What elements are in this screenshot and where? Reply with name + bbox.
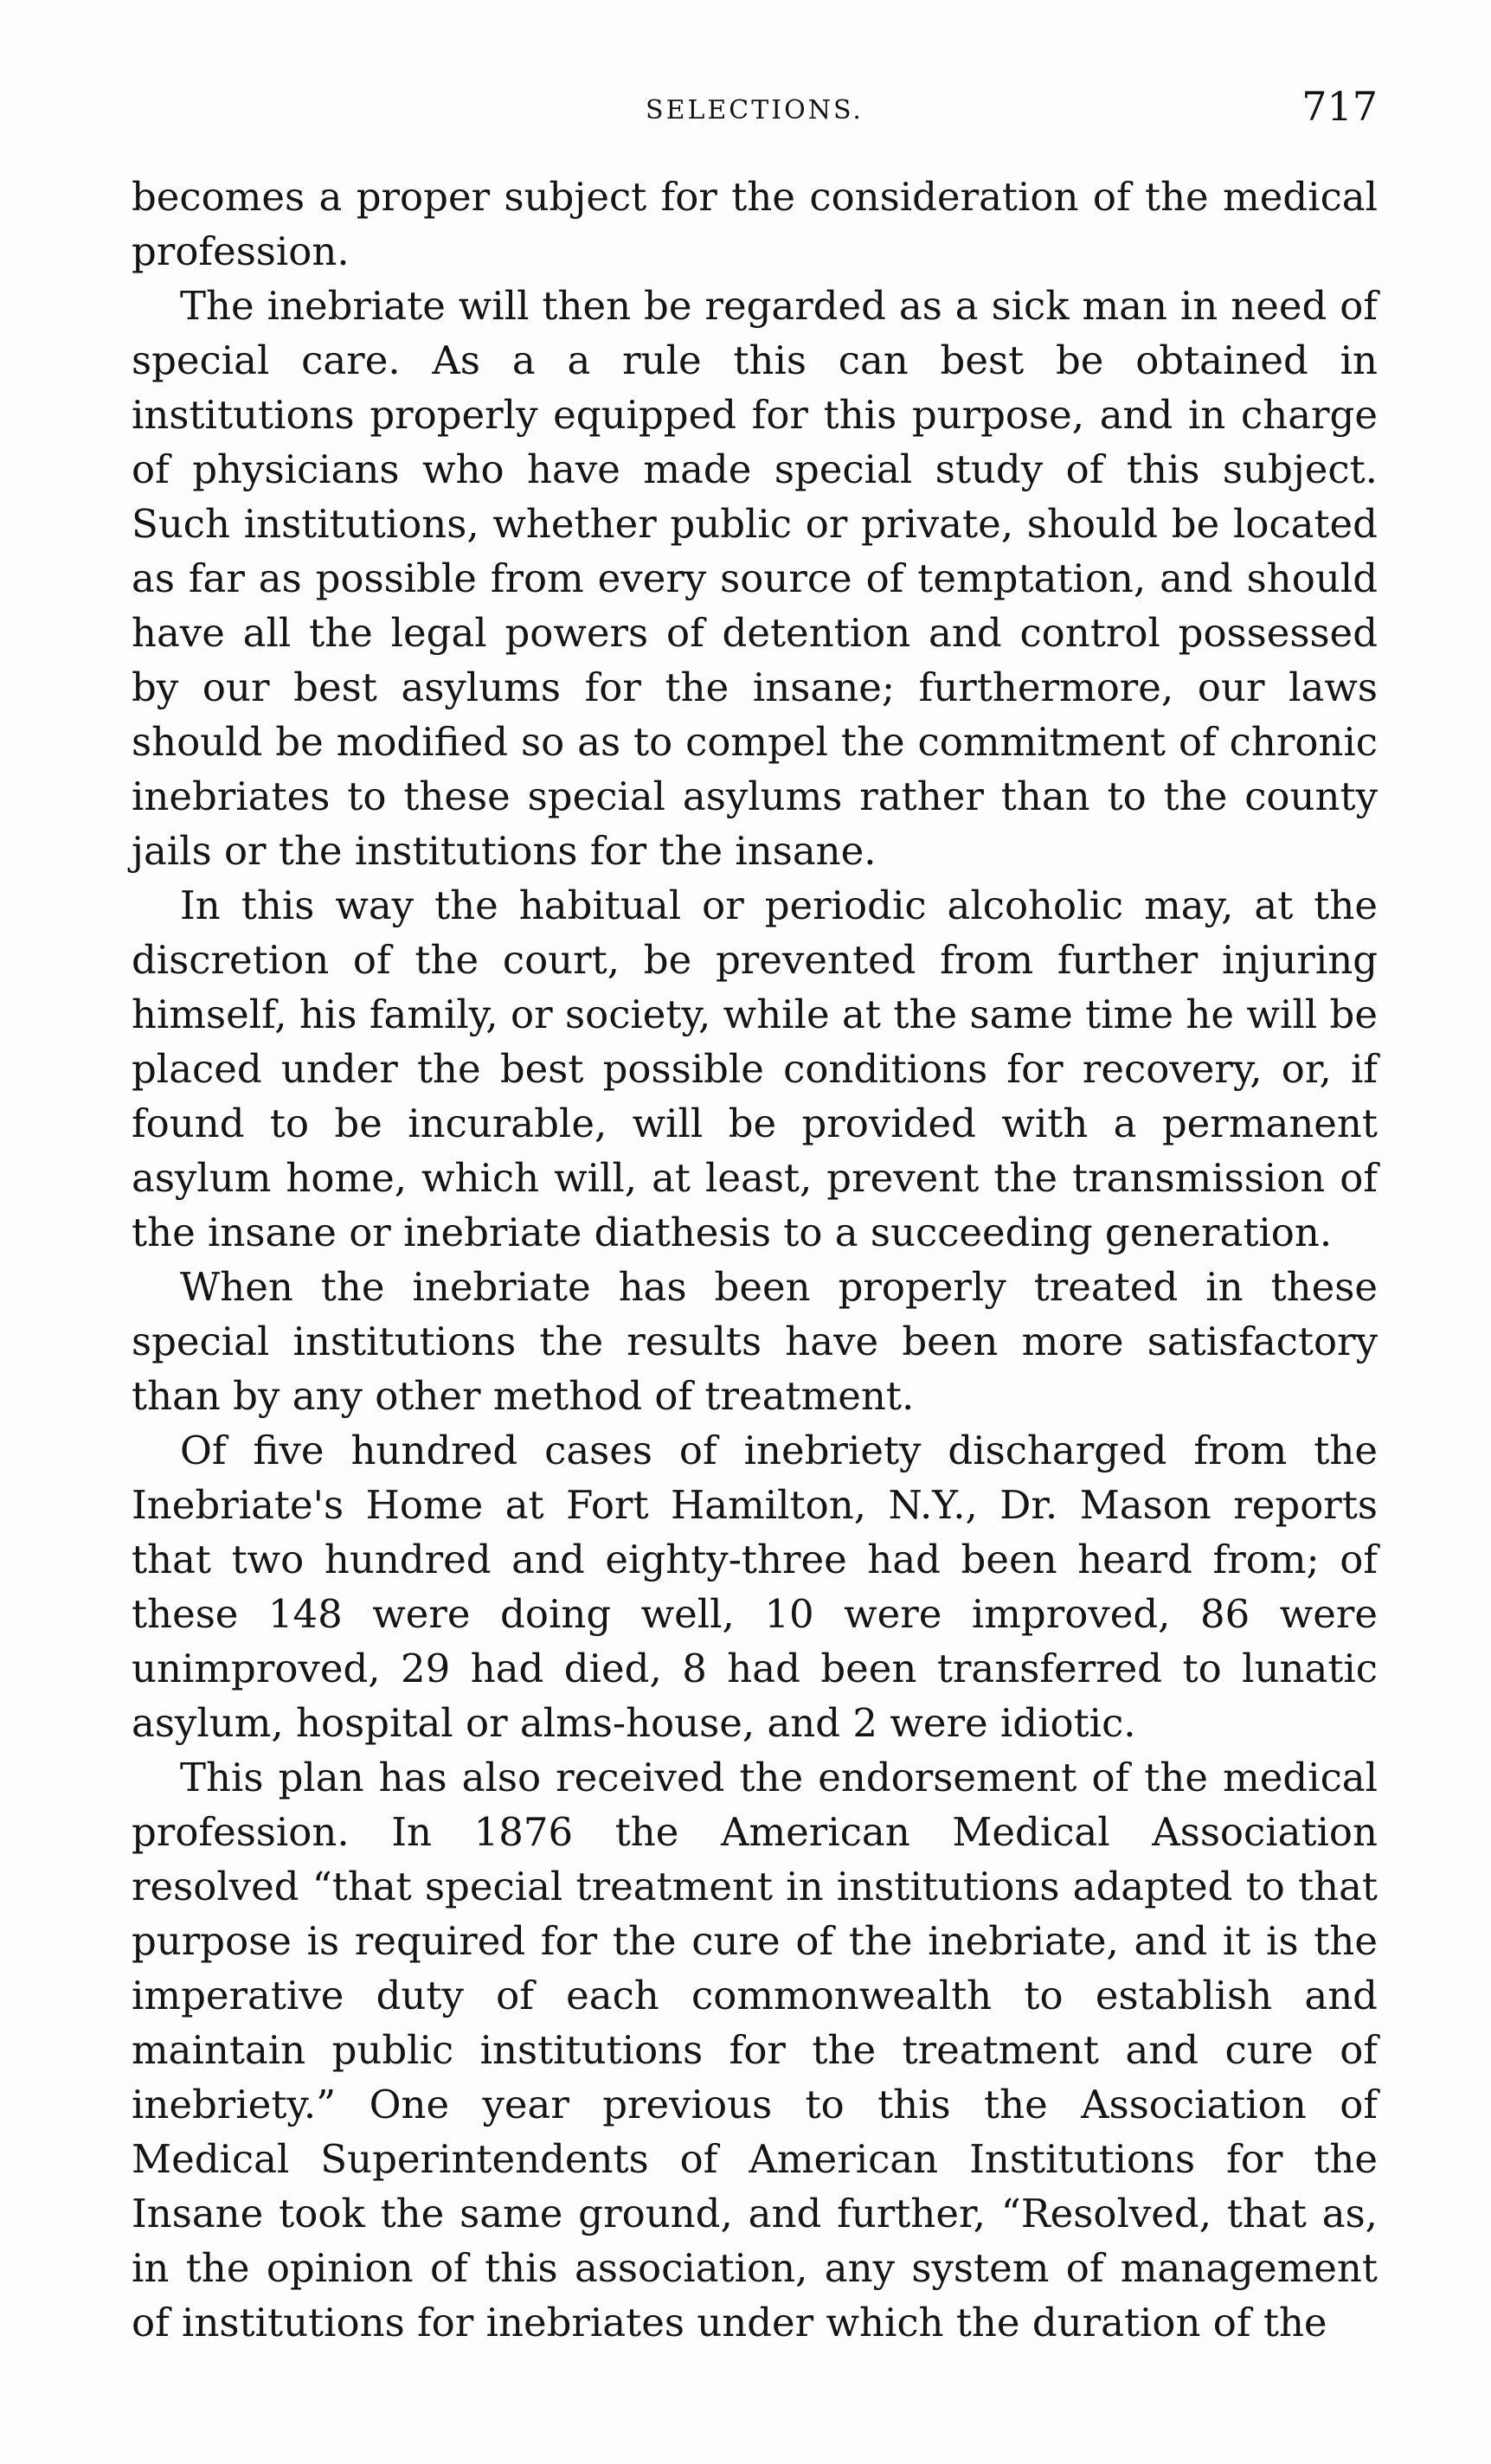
page-number: 717 — [1301, 83, 1378, 130]
running-title: SELECTIONS. — [646, 95, 864, 125]
paragraph-fort-hamilton-cases: Of five hundred cases of inebriety discharged from the Inebriate's Home at Fort Hamilton, N.Y., Dr. Mason reports that two hundred and eighty-three had been heard from; of these 148 were doing well, 10 were improved, 86 were unimproved, 29 had died, 8 had been transferred to lunatic asylum, hospital or alms-house, and 2 were idiotic. — [132, 1428, 1378, 1746]
running-head — [132, 83, 1378, 135]
paragraph-continuation: becomes a proper subject for the consideration of the medical profession. — [132, 174, 1378, 274]
paragraph-medical-endorsement: This plan has also received the endorsement of the medical profession. In 1876 the American Medical Association resolved “that special treatment in institutions adapted to that purpose is required for the cure of the inebriate, and it is the imperative duty of each commonwealth to establish and maintain public institutions for the treatment and cure of inebriety.” One year previous to this the Association of Medical Superintendents of American Institutions for the Insane took the same ground, and further, “Resolved, that as, in the opinion of this association, any system of management of institutions for inebriates under which the duration of the — [132, 1755, 1378, 2345]
paragraph-special-care: The inebriate will then be regarded as a sick man in need of special care. As a a rule this can best be obtained in institutions properly equipped for this purpose, and in charge of physicians who have made special study of this subject. Such institutions, whether public or private, should be located as far as possible from every source of temptation, and should have all the legal powers of detention and control possessed by our best asylums for the insane; furthermore, our laws should be modified so as to compel the commitment of chronic inebriates to these special asylums rather than to the county jails or the institutions for the insane. — [132, 283, 1378, 874]
paragraph-treatment-results: When the inebriate has been properly treated in these special institutions the results have been more satisfactory than by any other method of treatment. — [132, 1264, 1378, 1419]
paragraph-court-discretion: In this way the habitual or periodic alcoholic may, at the discretion of the court, be prevented from further injuring himself, his family, or society, while at the same time he will be placed under the best possible conditions for recovery, or, if found to be incurable, will be provided with a permanent asylum home, which will, at least, prevent the transmission of the insane or inebriate diathesis to a succeeding generation. — [132, 882, 1378, 1255]
body-text — [132, 170, 1378, 2350]
